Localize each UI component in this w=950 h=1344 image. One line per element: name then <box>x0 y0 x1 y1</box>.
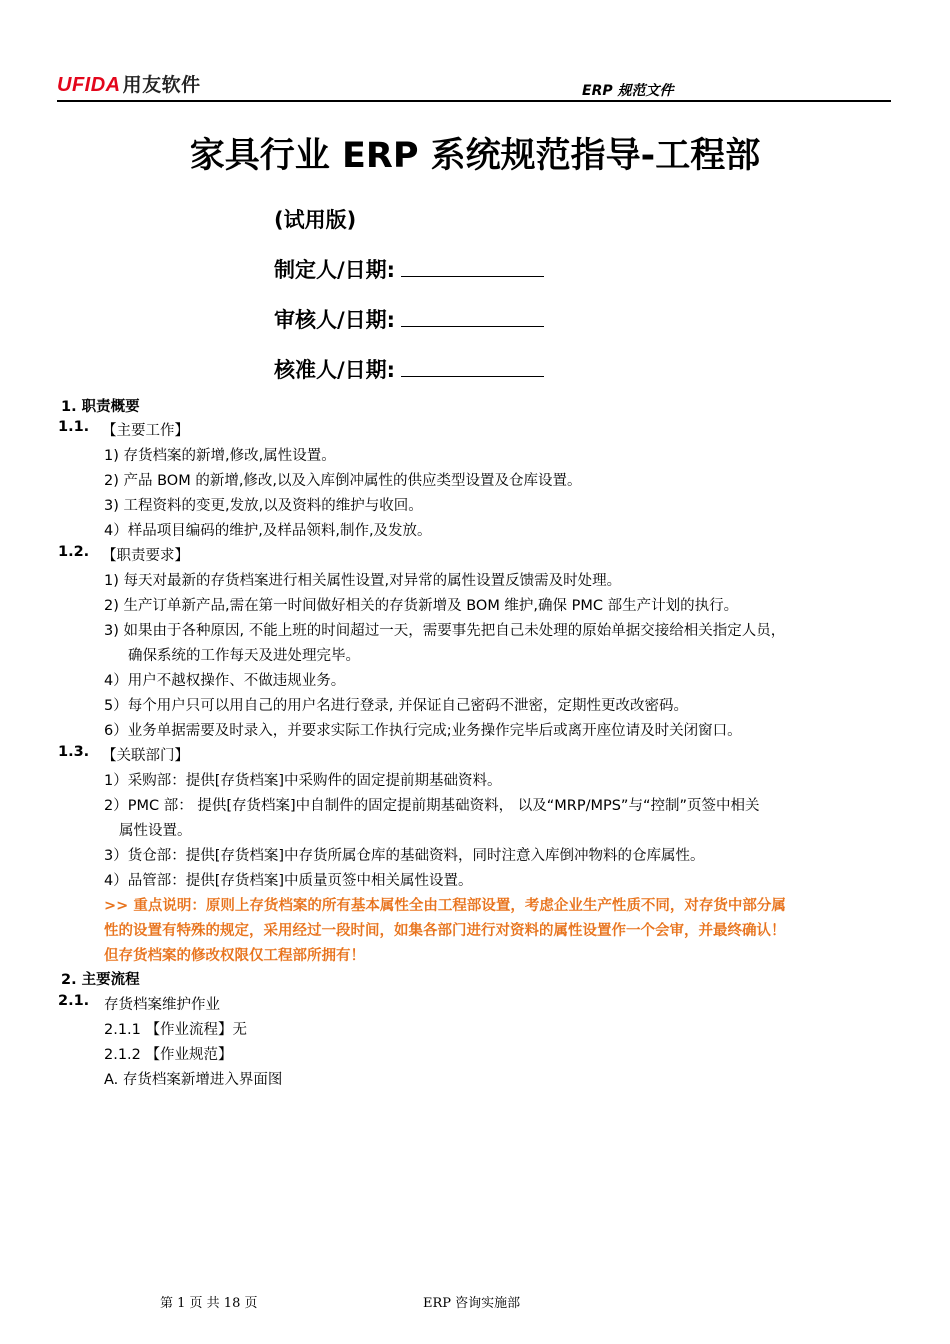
notice-text: 但存货档案的修改权限仅工程部所拥有！ <box>104 948 365 964</box>
list-item: 6）业务单据需要及时录入，并要求实际工作执行完成;业务操作完毕后或离开座位请及时关闭窗口。 <box>104 723 742 739</box>
list-item: A. 存货档案新增进入界面图 <box>104 1072 283 1088</box>
logo-chinese: 用友软件 <box>122 74 201 96</box>
document-title: 家具行业 ERP 系统规范指导-工程部 <box>189 136 761 176</box>
notice-text: >> 重点说明：原则上存货档案的所有基本属性全由工程部设置，考虑企业生产性质不同，对存货中部分属 <box>104 898 786 914</box>
subsection-number: 1.1. <box>58 419 90 435</box>
list-item: 5）每个用户只可以用自己的用户名进行登录, 并保证自己密码不泄密，定期性更改改密码。 <box>104 698 688 714</box>
signoff-label: 核准人/日期: <box>274 358 396 382</box>
list-item: 1）采购部：提供[存货档案]中采购件的固定提前期基础资料。 <box>104 773 502 789</box>
subsection-number: 1.3. <box>58 744 90 760</box>
header-rule <box>57 100 891 102</box>
notice-text: 性的设置有特殊的规定，采用经过一段时间，如集各部门进行对资料的属性设置作一个会审，并最终确认！ <box>104 923 786 939</box>
list-item: 2）PMC 部： 提供[存货档案]中自制件的固定提前期基础资料， 以及“MRP/MPS”与“控制”页签中相关 <box>104 798 760 814</box>
list-item: 2) 生产订单新产品,需在第一时间做好相关的存货新增及 BOM 维护,确保 PMC 部生产计划的执行。 <box>104 598 739 614</box>
section-heading: 1. 职责概要 <box>61 399 140 415</box>
signoff-blank <box>401 358 544 377</box>
edition-label: (试用版) <box>274 208 357 232</box>
list-item: 3）货仓部：提供[存货档案]中存货所属仓库的基础资料，同时注意入库倒冲物料的仓库属性。 <box>104 848 705 864</box>
list-item: 4）用户不越权操作、不做违规业务。 <box>104 673 346 689</box>
list-item: 3) 如果由于各种原因, 不能上班的时间超过一天，需要事先把自己未处理的原始单据交接给相关指定人员， <box>104 623 786 639</box>
list-item-continuation: 确保系统的工作每天及进处理完毕。 <box>128 648 360 664</box>
list-item-continuation: 属性设置。 <box>119 823 192 839</box>
list-item: 2) 产品 BOM 的新增,修改,以及入库倒冲属性的供应类型设置及仓库设置。 <box>104 473 582 489</box>
list-item: 4）样品项目编码的维护,及样品领料,制作,及发放。 <box>104 523 432 539</box>
page-number: 第 1 页 共 18 页 <box>160 1296 258 1311</box>
subsection-number: 2.1. <box>58 993 90 1009</box>
subsection-label: 存货档案维护作业 <box>104 997 220 1013</box>
list-item: 1) 存货档案的新增,修改,属性设置。 <box>104 448 336 464</box>
subsection-label: 【职责要求】 <box>102 548 189 564</box>
subsection-label: 【主要工作】 <box>102 423 189 439</box>
company-logo <box>57 70 201 97</box>
signoff-row-approver <box>274 354 544 384</box>
signoff-row-reviewer <box>274 304 544 334</box>
signoff-row-author <box>274 254 544 284</box>
signoff-label: 审核人/日期: <box>274 308 396 332</box>
list-item: 3) 工程资料的变更,发放,以及资料的维护与收回。 <box>104 498 423 514</box>
section-heading: 2. 主要流程 <box>61 972 140 988</box>
signoff-label: 制定人/日期: <box>274 258 396 282</box>
signoff-blank <box>401 308 544 327</box>
header-doc-type: ERP 规范文件 <box>582 83 674 99</box>
list-item: 2.1.2 【作业规范】 <box>104 1047 233 1063</box>
footer-department: ERP 咨询实施部 <box>423 1296 521 1311</box>
subsection-number: 1.2. <box>58 544 90 560</box>
list-item: 1) 每天对最新的存货档案进行相关属性设置,对异常的属性设置反馈需及时处理。 <box>104 573 622 589</box>
signoff-blank <box>401 258 544 277</box>
logo-latin: UFIDA <box>57 74 121 96</box>
subsection-label: 【关联部门】 <box>102 748 189 764</box>
list-item: 4）品管部：提供[存货档案]中质量页签中相关属性设置。 <box>104 873 473 889</box>
list-item: 2.1.1 【作业流程】无 <box>104 1022 248 1038</box>
